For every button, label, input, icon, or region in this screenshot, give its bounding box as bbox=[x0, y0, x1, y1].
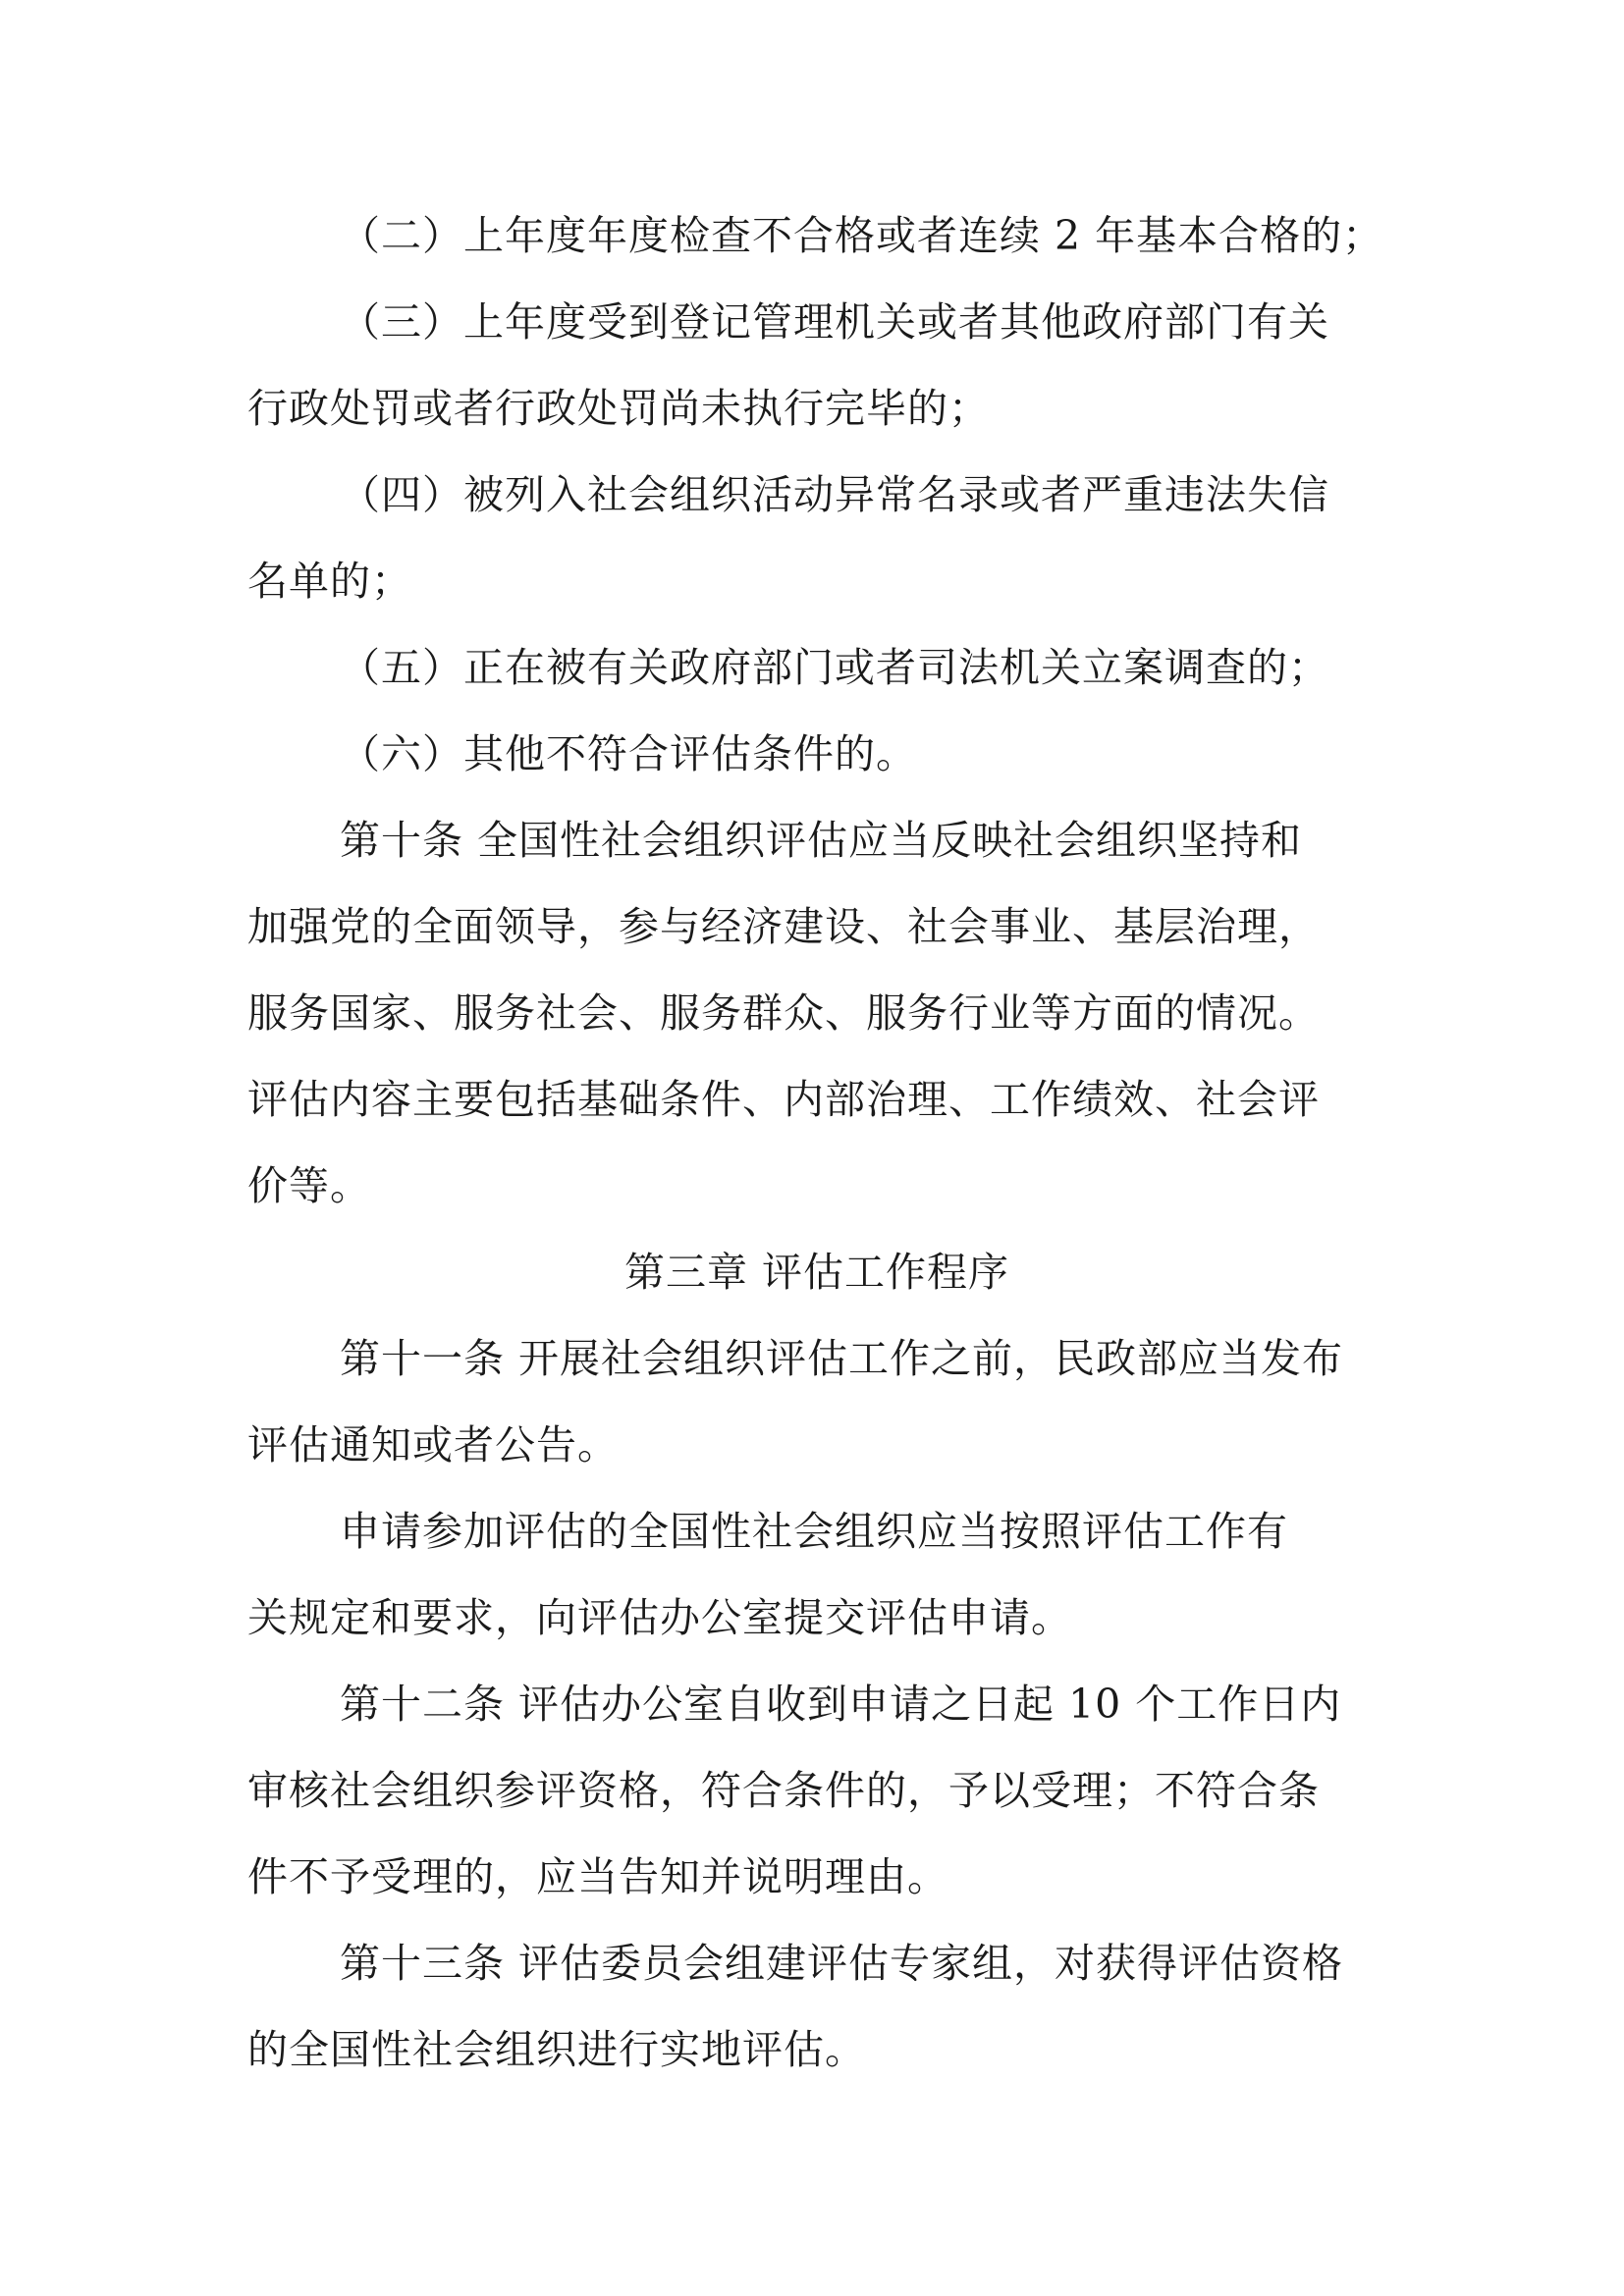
article-12-line-2: 审核社会组织参评资格，符合条件的，予以受理；不符合条 bbox=[247, 1767, 1320, 1814]
item-5-line-1: （五）正在被有关政府部门或者司法机关立案调查的； bbox=[340, 644, 1329, 691]
article-10-line-4: 评估内容主要包括基础条件、内部治理、工作绩效、社会评 bbox=[247, 1076, 1320, 1123]
article-11-line-2: 评估通知或者公告。 bbox=[247, 1421, 619, 1468]
item-4-line-1: （四）被列入社会组织活动异常名录或者严重违法失信 bbox=[340, 471, 1329, 518]
article-11-para-2-line-1: 申请参加评估的全国性社会组织应当按照评估工作有 bbox=[340, 1508, 1288, 1555]
item-6-line-1: （六）其他不符合评估条件的。 bbox=[340, 730, 917, 777]
article-10-line-2: 加强党的全面领导，参与经济建设、社会事业、基层治理， bbox=[247, 903, 1320, 950]
article-12-line-1: 第十二条 评估办公室自收到申请之日起 10 个工作日内 bbox=[340, 1681, 1342, 1728]
item-3-line-1: （三）上年度受到登记管理机关或者其他政府部门有关 bbox=[340, 298, 1329, 346]
article-10-line-3: 服务国家、服务社会、服务群众、服务行业等方面的情况。 bbox=[247, 989, 1320, 1037]
article-12-line-3: 件不予受理的，应当告知并说明理由。 bbox=[247, 1853, 948, 1900]
item-2-line-1: （二）上年度年度检查不合格或者连续 2 年基本合格的； bbox=[340, 212, 1384, 259]
item-3-line-2: 行政处罚或者行政处罚尚未执行完毕的； bbox=[247, 385, 990, 432]
article-10-line-1: 第十条 全国性社会组织评估应当反映社会组织坚持和 bbox=[340, 817, 1303, 864]
chapter-title: 第三章 评估工作程序 bbox=[623, 1249, 1010, 1296]
article-13-line-2: 的全国性社会组织进行实地评估。 bbox=[247, 2026, 866, 2073]
item-4-line-2: 名单的； bbox=[247, 558, 412, 605]
article-11-line-1: 第十一条 开展社会组织评估工作之前，民政部应当发布 bbox=[340, 1335, 1344, 1382]
article-13-line-1: 第十三条 评估委员会组建评估专家组，对获得评估资格 bbox=[340, 1940, 1344, 1987]
article-10-line-5: 价等。 bbox=[247, 1162, 371, 1209]
article-11-para-2-line-2: 关规定和要求，向评估办公室提交评估申请。 bbox=[247, 1594, 1072, 1641]
